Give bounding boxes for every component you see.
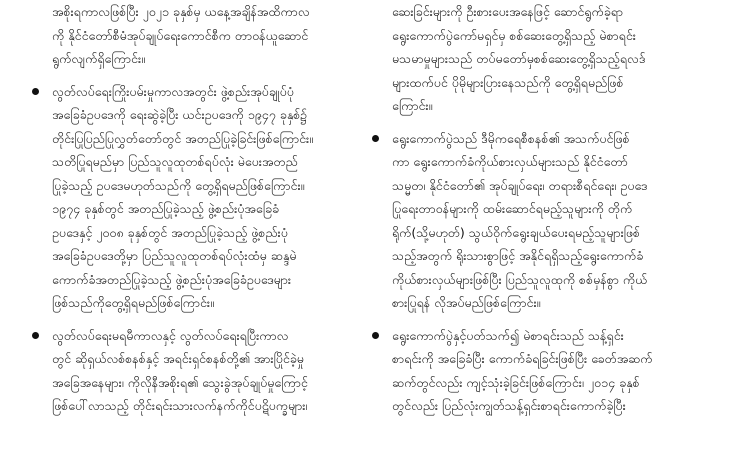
text-line: ရွေးကောက်ပွဲကော်မရှင်မှ စစ်ဆေးတွေ့ရှိသည့် မဲစာရင်း: [392, 27, 636, 43]
text-line: တွင် ဆိုရှယ်လစ်စနစ်နှင့် အရင်းရှင်စနစ်တို့၏ အားပြိုင်ခဲ့မှု: [52, 351, 304, 366]
text-line: ကောက်ခံအတည်ပြုခဲ့သည့် ဖွဲ့စည်းပုံအခြေခံဥပဒေများ: [52, 271, 292, 287]
text-line: များထက်ပင် ပိုမိုများပြားနေသည်ကို တွေ့ရှိရမည်ဖြစ်: [392, 74, 624, 90]
text-line: ကိုယ်စားလှယ်များဖြစ်ပြီး ပြည်သူလူထုကို စစ်မှန်စွာ ကိုယ်: [392, 271, 648, 287]
bullet-dot-icon: [372, 332, 379, 339]
text-line: သတိပြုရမည်မှာ ပြည်သူလူထုတစ်ရပ်လုံး မဲပေးအတည်: [52, 154, 298, 169]
text-line: လွတ်လပ်ရေးကြိုးပမ်းမှုကာလအတွင်း ဖွဲ့စည်းအုပ်ချုပ်ပုံ: [52, 83, 294, 99]
text-line: ဖြစ်ပေါ်လာသည့် တိုင်းရင်းသားလက်နက်ကိုင်ပဋိပက္ခများ၊: [52, 398, 308, 413]
text-line: ဥပဒေနှင့် ၂၀၀၈ ခုနှစ်တွင် အတည်ပြုခဲ့သည့် ဖွဲ့စည်းပုံ: [52, 224, 288, 240]
text-line: အစိုးရကာလဖြစ်ပြီး ၂၀၂၁ ခုနှစ်မှ ယနေ့အချိန်အထိကာလ: [52, 4, 310, 19]
right-column: [392, 0, 714, 418]
right-intro-paragraph: [392, 0, 714, 118]
text-line: ကို နိုင်ငံတော်စီမံအုပ်ချုပ်ရေးကောင်စီက တာဝန်ယူဆောင်: [52, 27, 309, 43]
text-line: ဆက်တွင်လည်း ကျင့်သုံးခဲ့ခြင်းဖြစ်ကြောင်း၊ ၂၀၁၄ ခုနှစ်: [392, 374, 640, 390]
text-line: အခြေခံဥပဒေတို့မှာ ပြည်သူလူထုတစ်ရပ်လုံးထံမှ ဆန္ဒမဲ: [52, 248, 297, 263]
text-line: ပြုခဲ့သည့် ဥပဒေမဟုတ်သည်ကို တွေ့ရှိရမည်ဖြစ်ကြောင်း။: [52, 177, 305, 193]
text-line: တိုင်းပြုပြည်ပြုလွှတ်တော်တွင် အတည်ပြုခဲ့ခြင်းဖြစ်ကြောင်း။: [52, 130, 314, 146]
text-line: ၁၉၇၄ ခုနှစ်တွင် အတည်ပြုခဲ့သည့် ဖွဲ့စည်းပုံအခြေခံ: [52, 201, 280, 216]
text-line: စားပြုရန် လိုအပ်မည်ဖြစ်ကြောင်း။: [392, 295, 541, 310]
text-line: သည့်အတွက် ရိုးသားစွာဖြင့် အနိုင်ရရှိသည့်ရွေးကောက်ခံ: [392, 248, 644, 263]
bullet-dot-icon: [32, 332, 39, 339]
text-line: မသမာမှုများသည် တပ်မတော်မှစစ်ဆေးတွေ့ရှိသည့်ရလဒ်: [392, 51, 646, 66]
bullet-item: [392, 324, 714, 418]
text-line: ရွေးကောက်ပွဲနှင့်ပတ်သက်၍ မဲစာရင်းသည် သန့်ရှင်း: [392, 327, 624, 343]
text-line: ရွေးကောက်ပွဲသည် ဒီမိုကရေစီစနစ်၏ အသက်ပင်ဖြစ်: [392, 130, 630, 146]
text-line: လွတ်လပ်ရေးမရမီကာလနှင့် လွတ်လပ်ရေးရပြီးကာလ: [52, 327, 289, 343]
bullet-dot-icon: [372, 135, 379, 142]
left-intro-paragraph: [52, 0, 374, 71]
text-line: ဖြစ်သည်ကိုတွေ့ရှိရမည်ဖြစ်ကြောင်း။: [52, 295, 214, 310]
bullet-dot-icon: [32, 88, 39, 95]
text-line: တွင်လည်း ပြည်လုံးကျွတ်သန့်ရှင်းစာရင်းကောက်ခဲ့ပြီး: [392, 398, 626, 413]
left-column: [52, 0, 374, 418]
text-line: ကြောင်း။: [392, 98, 433, 113]
text-line: အခြေအနေများ၊ ကိုလိုနီအစိုးရ၏ သွေးခွဲအုပ်ချုပ်မှုကြောင့်: [52, 374, 308, 390]
text-line: ကာ ရွေးကောက်ခံကိုယ်စားလှယ်များသည် နိုင်ငံတော်: [392, 154, 628, 169]
text-line: ရွက်လျက်ရှိကြောင်း။: [52, 51, 145, 66]
text-line: အခြေခံဥပဒေကို ရေးဆွဲခဲ့ပြီး ယင်းဥပဒေကို ၁၉၄၇ ခုနှစ်၌: [52, 107, 308, 122]
text-line: စာရင်းကို အခြေခံပြီး ကောက်ခံရခြင်းဖြစ်ပြီး ခေတ်အဆက်: [392, 351, 653, 366]
bullet-item: [52, 80, 374, 315]
text-line: ရိုက်(သို့မဟုတ်) သွယ်ဝိုက်ရွေးချယ်ပေးရမည့်သူများဖြစ်: [392, 224, 641, 240]
bullet-item: [52, 324, 374, 418]
text-line: ပြုရေးတာဝန်များကို ထမ်းဆောင်ရမည့်သူများကို တိုက်: [392, 201, 633, 216]
text-line: သမ္မတ၊ နိုင်ငံတော်၏ အုပ်ချုပ်ရေး၊ တရားစီရင်ရေး၊ ဥပဒေ: [392, 177, 648, 193]
text-line: ဆေးခြင်းများကို ဦးစားပေးအနေဖြင့် ဆောင်ရွက်ခဲ့ရာ: [392, 4, 624, 19]
bullet-item: [392, 127, 714, 315]
